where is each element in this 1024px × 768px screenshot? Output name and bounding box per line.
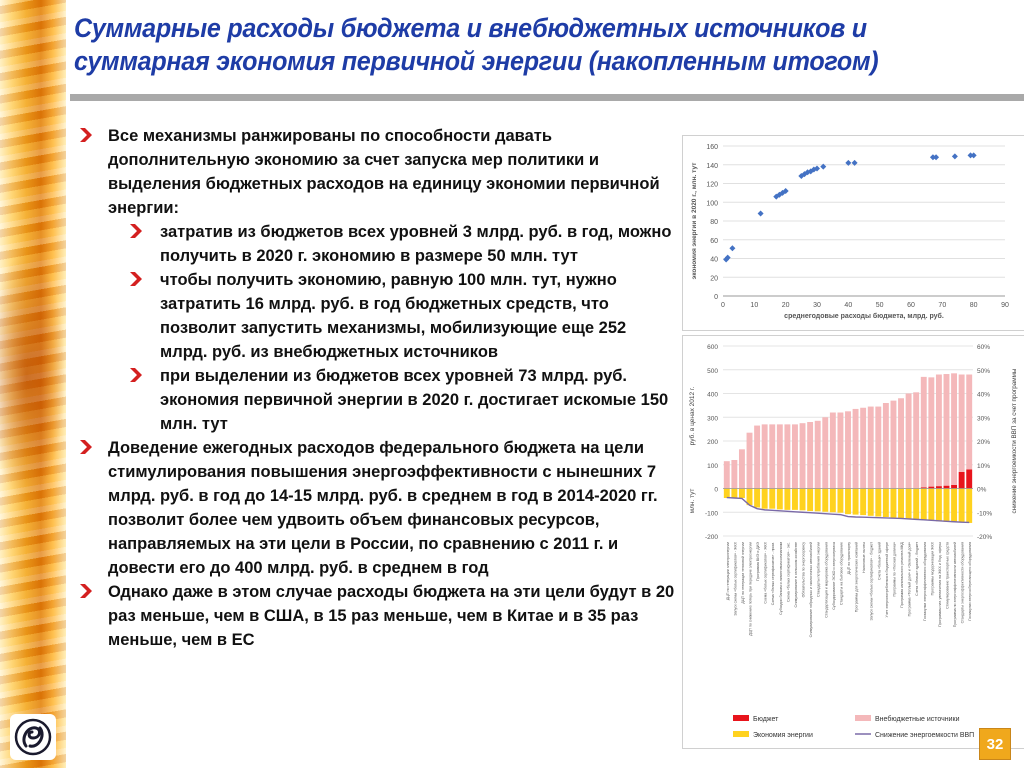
category-label: Программы по «Лесная долина» <box>892 542 897 597</box>
bar-energy-saving <box>845 489 851 515</box>
x-tick-label: 20 <box>781 302 790 309</box>
page-number: 32 <box>979 728 1011 760</box>
bar-energy-saving <box>944 489 950 522</box>
x-tick-label: 0 <box>721 302 725 309</box>
bullet-text: чтобы получить экономию, равную 100 млн. тут, нужно затратить 16 млрд. руб. в год бюджетных средств, что позволит запустить механизмы, мобилизующие еще 252 млрд. руб. из внебюджетных источников <box>160 271 627 361</box>
category-label: Стандарты на бытовое оборудование <box>839 542 844 606</box>
bar-extrabudget <box>822 417 828 488</box>
y-tick-label: 0 <box>714 294 718 301</box>
y2-tick-label: 60% <box>977 344 991 351</box>
bar-extrabudget <box>815 421 821 489</box>
bar-energy-saving <box>754 489 760 508</box>
bar-extrabudget <box>769 424 775 488</box>
y-tick-label: 300 <box>707 415 718 423</box>
title-divider <box>70 94 1024 101</box>
bar-energy-saving <box>921 489 927 521</box>
bullet-text: Все механизмы ранжированы по способности давать дополнительную экономию за счет запуска мер политики и выделения бюджетных расходов на единицу экономии первичной энергии: <box>108 127 660 217</box>
data-point <box>729 245 735 251</box>
bar-extrabudget <box>883 403 889 489</box>
category-label: Стандарты потребления энергии <box>816 542 821 597</box>
y-tick-label: 100 <box>707 462 718 470</box>
bar-energy-saving <box>898 489 904 519</box>
bar-budget <box>966 470 972 489</box>
bar-extrabudget <box>762 424 768 488</box>
legend-label: Экономия энергии <box>753 732 813 739</box>
bar-extrabudget <box>792 424 798 488</box>
bullet-item <box>78 124 678 220</box>
category-label: Программы нат. увеличения на ЖКХ и бюд. сферы <box>937 542 942 627</box>
y-tick-label: 400 <box>707 391 718 399</box>
y2-tick-label: 0% <box>977 486 987 494</box>
bar-chart <box>682 335 1024 749</box>
y2-tick-label: 50% <box>977 367 991 375</box>
bar-budget <box>951 485 957 489</box>
bar-chart-svg <box>683 336 1024 748</box>
legend-swatch <box>733 731 749 737</box>
category-label: Субсидии банкам и лизинговым компаниям <box>778 542 783 615</box>
category-label: Запуск схемы «белых сертификатов» - бюджет <box>869 542 874 621</box>
bar-energy-saving <box>739 489 745 499</box>
y-axis-label: руб. в ценах 2012 г. <box>689 386 696 446</box>
bar-extrabudget <box>731 460 737 489</box>
y-axis-label-lower: млн. тут <box>689 488 696 514</box>
category-label: Программы модернизации ЖКХ <box>930 542 935 596</box>
bar-energy-saving <box>883 489 889 518</box>
legend-swatch <box>855 715 871 721</box>
category-label: Схема «белых сертификатов» - ЖКХ <box>763 542 768 604</box>
bar-energy-saving <box>822 489 828 512</box>
x-tick-label: 90 <box>1001 302 1009 309</box>
category-label: Учет энергопотребления в бюджетной сфере <box>884 542 889 618</box>
bar-extrabudget <box>777 424 783 488</box>
y-tick-label: -100 <box>704 510 718 518</box>
bar-extrabudget <box>936 375 942 487</box>
legend-swatch <box>733 715 749 721</box>
bar-energy-saving <box>891 489 897 518</box>
bar-energy-saving <box>724 489 730 499</box>
bar-energy-saving <box>731 489 737 499</box>
legend-label: Бюджет <box>753 716 779 723</box>
x-tick-label: 50 <box>875 302 884 309</box>
data-point <box>971 152 977 158</box>
x-tick-label: 30 <box>813 302 821 309</box>
bar-extrabudget <box>853 409 859 489</box>
bar-extrabudget <box>959 375 965 472</box>
bar-extrabudget <box>875 407 881 489</box>
bar-energy-saving <box>959 489 965 523</box>
y2-tick-label: -20% <box>977 534 993 541</box>
arrow-bullet-icon <box>80 440 92 454</box>
bar-extrabudget <box>928 377 934 486</box>
bar-energy-saving <box>815 489 821 512</box>
category-label: Программа ВИЭ и ДИЭ <box>756 542 761 581</box>
bar-energy-saving <box>837 489 843 513</box>
category-label: ДЦП по снижению потерь при передаче электроэнергии <box>748 542 753 636</box>
bar-extrabudget <box>868 407 874 489</box>
category-label: ДЦП по генерации электроэнергии <box>725 542 730 601</box>
bar-energy-saving <box>860 489 866 516</box>
y-tick-label: 40 <box>710 256 718 264</box>
bullet-list <box>78 124 678 652</box>
arrow-bullet-icon <box>80 128 92 142</box>
bar-extrabudget <box>724 461 730 488</box>
bar-energy-saving <box>777 489 783 510</box>
legend-label: Внебюджетные источники <box>875 716 960 723</box>
bar-energy-saving <box>853 489 859 515</box>
bar-extrabudget <box>898 398 904 488</box>
bar-extrabudget <box>891 401 897 489</box>
bullet-item <box>78 580 678 652</box>
y-tick-label: 80 <box>710 219 718 226</box>
bar-extrabudget <box>951 373 957 485</box>
bullet-text: Доведение ежегодных расходов федерального бюджета на цели стимулирования повышения энергоэффективности с нынешних 7 млрд. руб. в год до 14-15 млрд. руб. в среднем в год в 2014-2020 гг. позволит более чем удвоить объем финансовых ресурсов, направляемых на эти цели в России, по сравнению с 2011 г. и довести его до 400 млрд. руб. в среднем в год <box>108 439 658 577</box>
y2-axis-label: снижение энергоемкости ВВП за счет программы <box>1011 368 1018 514</box>
x-tick-label: 60 <box>907 302 915 309</box>
y-tick-label: 120 <box>706 181 718 189</box>
bar-energy-saving <box>830 489 836 513</box>
bar-energy-saving <box>928 489 934 521</box>
bar-extrabudget <box>830 413 836 489</box>
bar-budget <box>944 486 950 489</box>
y-tick-label: 100 <box>706 200 718 208</box>
bar-extrabudget <box>860 408 866 489</box>
bar-extrabudget <box>845 411 851 488</box>
category-label: Субсидирование ЭСКО и энергосервиса <box>831 542 836 610</box>
x-tick-label: 70 <box>938 302 947 309</box>
sub-bullet-item <box>78 364 678 436</box>
category-label: Стимулирование в сельском хозяйстве <box>793 542 798 608</box>
category-label: Счета «белых» зданий - бюджет <box>915 542 920 596</box>
category-label: Обязательства по энергосервису <box>801 542 806 598</box>
legend-label: Снижение энергоемкости ВВП <box>875 732 975 739</box>
arrow-bullet-icon <box>130 272 142 286</box>
bullet-text: Однако даже в этом случае расходы бюджета на эти цели будут в 20 раз меньше, чем в США, в 15 раз меньше, чем в Китае и в 35 раз меньше, чем в ЕС <box>108 583 675 649</box>
bar-energy-saving <box>936 489 942 522</box>
bar-budget <box>959 472 965 489</box>
category-label: Схема «белых сертификатов» - пром. <box>771 542 776 606</box>
category-label: Схема «белых сертификатов» - экс. <box>786 542 791 603</box>
category-label: Счета «белых» зданий <box>877 542 882 580</box>
y2-tick-label: 30% <box>977 415 991 423</box>
data-point <box>933 154 939 160</box>
x-tick-label: 80 <box>969 302 978 309</box>
bar-energy-saving <box>966 489 972 523</box>
category-label: Программа «Теплый дом» и «Зеленый дом» <box>907 542 912 617</box>
category-label: Программы для энергетических компаний <box>854 542 859 613</box>
bullet-item <box>78 436 678 580</box>
bar-energy-saving <box>784 489 790 510</box>
bar-extrabudget <box>739 449 745 488</box>
bar-energy-saving <box>769 489 775 509</box>
y-tick-label: 60 <box>710 237 718 245</box>
y-tick-label: 20 <box>710 275 718 283</box>
category-label: Госзакупки энергоэффективного оборудования <box>922 542 927 621</box>
arrow-bullet-icon <box>130 368 142 382</box>
scatter-chart-svg <box>683 136 1024 330</box>
bar-extrabudget <box>921 377 927 487</box>
sub-bullet-item <box>78 268 678 364</box>
bar-energy-saving <box>762 489 768 509</box>
category-label: Стимулирование гибридных и экологичных автомобилей <box>809 542 814 638</box>
bar-extrabudget <box>966 375 972 470</box>
category-label: Стандартизация и маркировка оборудования <box>824 542 829 618</box>
bar-extrabudget <box>747 433 753 489</box>
bar-extrabudget <box>800 423 806 488</box>
bar-energy-saving <box>906 489 912 519</box>
bar-extrabudget <box>906 394 912 489</box>
bar-extrabudget <box>837 413 843 489</box>
y-tick-label: 160 <box>706 144 718 151</box>
arrow-bullet-icon <box>130 224 142 238</box>
category-label: Налоговые льготы <box>862 542 867 573</box>
category-label: Стимулирование транспортных средств <box>945 542 950 609</box>
bar-energy-saving <box>913 489 919 520</box>
bullet-text: при выделении из бюджетов всех уровней 73 млрд. руб. экономия первичной энергии в 2020 г. достигает искомые 150 млн. тут <box>160 367 669 433</box>
x-axis-label: среднегодовые расходы бюджета, млрд. руб. <box>784 313 944 320</box>
y-tick-label: 500 <box>707 367 718 375</box>
arrow-bullet-icon <box>80 584 92 598</box>
category-label: Госзакупки энергосберегающего оборудования <box>968 542 973 621</box>
x-tick-label: 40 <box>844 302 853 309</box>
x-tick-label: 10 <box>750 302 759 309</box>
y-tick-label: 140 <box>706 162 718 170</box>
data-point <box>758 211 764 217</box>
y2-tick-label: 10% <box>977 462 991 470</box>
data-point <box>952 153 958 159</box>
bullet-text: затратив из бюджетов всех уровней 3 млрд. руб. в год, можно получить в 2020 г. экономию в размере 50 млн. тут <box>160 223 672 265</box>
y2-tick-label: 40% <box>977 391 991 399</box>
y-tick-label: 600 <box>707 344 718 351</box>
y2-tick-label: -10% <box>977 510 993 518</box>
y-tick-label: 200 <box>707 439 718 446</box>
bar-energy-saving <box>807 489 813 512</box>
bar-energy-saving <box>800 489 806 511</box>
sub-bullet-item <box>78 220 678 268</box>
category-label: Программа капитального ремонта МКД <box>900 542 905 608</box>
y-axis-label: экономия энергии в 2020 г., млн. тут <box>691 162 698 280</box>
bar-extrabudget <box>944 374 950 486</box>
y-tick-label: 0 <box>714 486 718 494</box>
logo-icon <box>10 714 56 760</box>
bar-extrabudget <box>784 424 790 488</box>
category-label: Стандарты энергоэффективности оборудования <box>960 542 965 624</box>
category-label: Программа по энергоэффективности автомобилей <box>953 542 958 628</box>
category-label: ДЦП по генерации тепловой энергии <box>740 542 745 604</box>
decorative-side-band <box>0 0 66 768</box>
bar-energy-saving <box>868 489 874 516</box>
y-tick-label: -200 <box>704 534 718 541</box>
slide-title: Суммарные расходы бюджета и внебюджетных источников и суммарная экономия первичной энергии (накопленным итогом) <box>74 13 879 76</box>
bar-extrabudget <box>807 422 813 489</box>
category-label: Запуск схемы «белых сертификатов» - ЖКХ <box>733 542 738 616</box>
bar-energy-saving <box>951 489 957 523</box>
scatter-chart <box>682 135 1024 331</box>
bar-energy-saving <box>875 489 881 517</box>
bar-extrabudget <box>754 426 760 489</box>
bar-energy-saving <box>792 489 798 510</box>
bar-extrabudget <box>913 392 919 488</box>
category-label: ДЦП по транспорту <box>847 542 851 575</box>
y2-tick-label: 20% <box>977 439 991 446</box>
